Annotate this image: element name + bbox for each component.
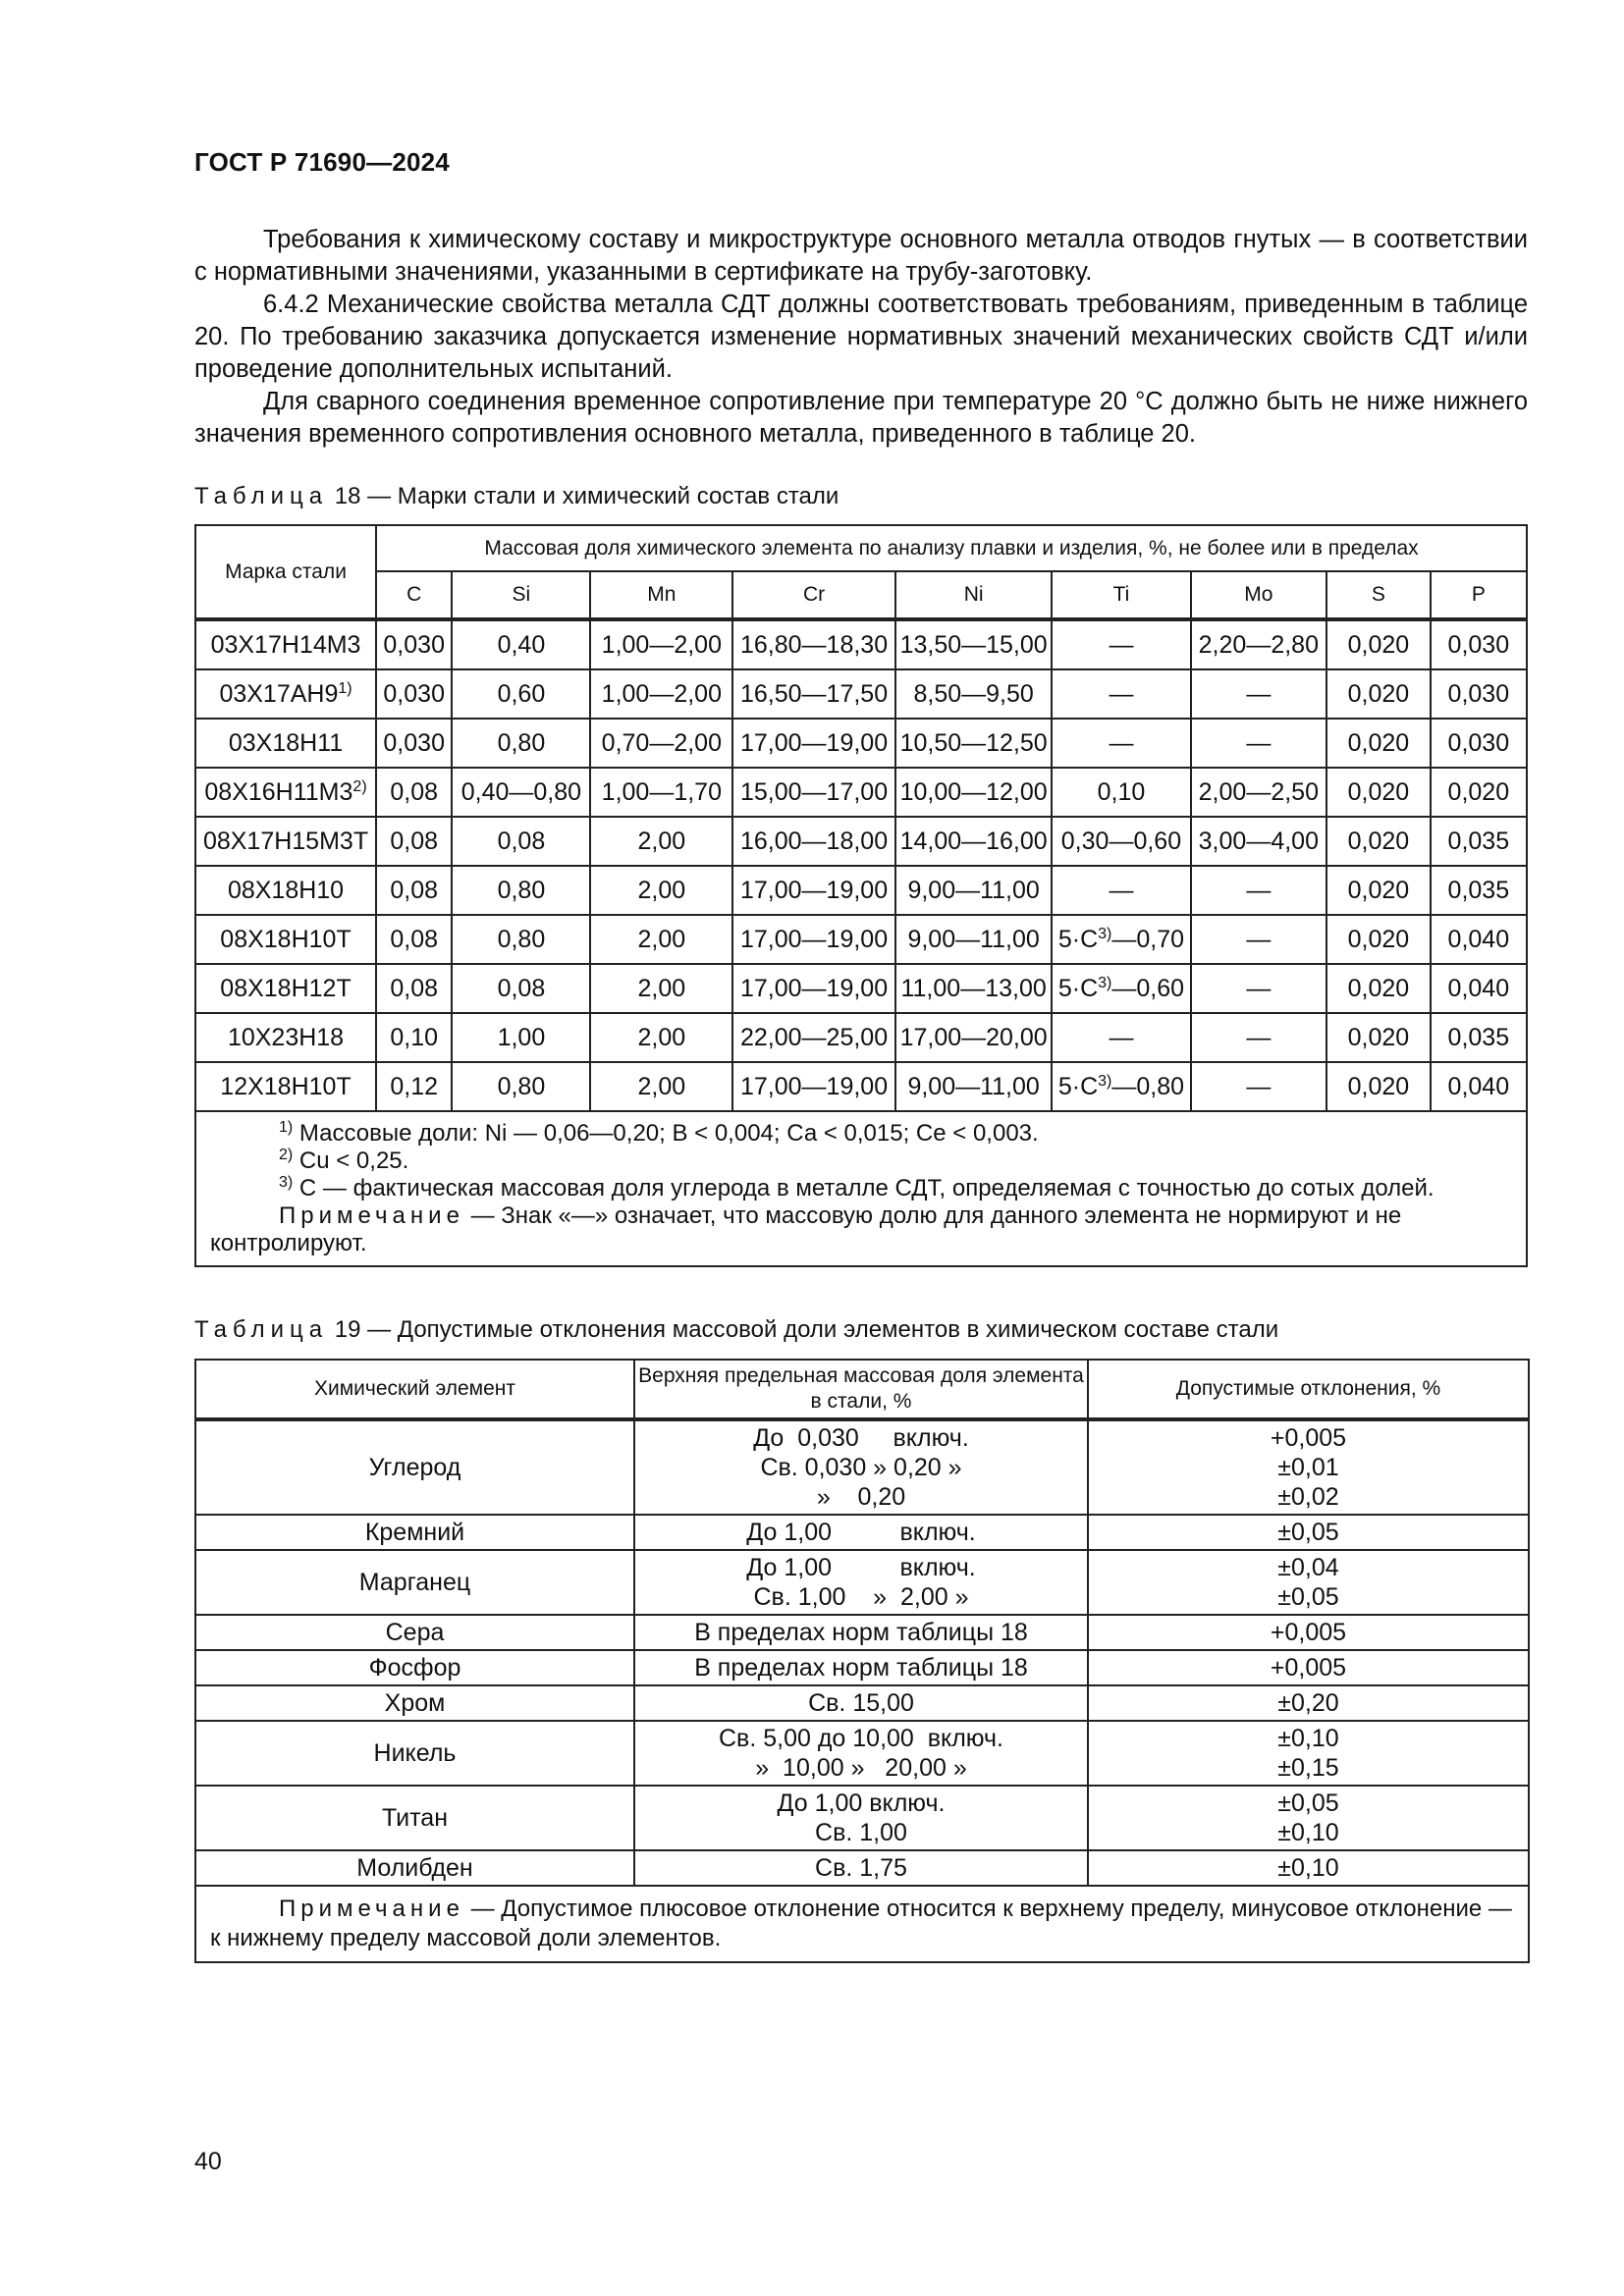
table19-row bbox=[195, 1550, 1529, 1615]
table18-value-cell: — bbox=[1052, 669, 1190, 719]
table18-value-cell: 17,00—20,00 bbox=[895, 1013, 1053, 1062]
table18-value-cell: 0,020 bbox=[1326, 964, 1431, 1013]
steel-grade-cell: 10Х23Н18 bbox=[195, 1013, 376, 1062]
table18-value-cell: 17,00—19,00 bbox=[732, 1062, 895, 1111]
table18-row bbox=[195, 719, 1527, 768]
table18-value-cell: — bbox=[1191, 669, 1327, 719]
table18-value-cell: 0,035 bbox=[1431, 866, 1527, 915]
element-cell: Титан bbox=[195, 1786, 634, 1850]
table18-value-cell: 1,00 bbox=[452, 1013, 590, 1062]
table18-value-cell: — bbox=[1052, 866, 1190, 915]
table18-value-cell: 0,040 bbox=[1431, 915, 1527, 964]
table19-row bbox=[195, 1786, 1529, 1850]
table18-value-cell: 0,020 bbox=[1326, 1062, 1431, 1111]
table18-value-cell: — bbox=[1052, 619, 1190, 669]
table18-value-cell: 17,00—19,00 bbox=[732, 964, 895, 1013]
table18-value-cell: 0,70—2,00 bbox=[590, 719, 732, 768]
table18-footnotes bbox=[195, 1111, 1527, 1266]
table19-row bbox=[195, 1419, 1529, 1515]
table19-header-tolerance: Допустимые отклонения, % bbox=[1088, 1360, 1529, 1419]
table18-element-header: C bbox=[376, 571, 452, 619]
table18 bbox=[194, 524, 1528, 1267]
table18-element-header: Cr bbox=[732, 571, 895, 619]
table18-caption bbox=[194, 483, 839, 510]
table18-value-cell: 0,020 bbox=[1431, 768, 1527, 817]
document-code: ГОСТ Р 71690—2024 bbox=[194, 147, 450, 177]
table18-value-cell: 0,08 bbox=[452, 817, 590, 866]
limit-cell: В пределах норм таблицы 18 bbox=[634, 1650, 1088, 1685]
table18-value-cell: 0,08 bbox=[376, 866, 452, 915]
table18-value-cell: — bbox=[1191, 1013, 1327, 1062]
table18-value-cell: — bbox=[1191, 719, 1327, 768]
table18-value-cell: 13,50—15,00 bbox=[895, 619, 1053, 669]
limit-cell: Св. 15,00 bbox=[634, 1685, 1088, 1721]
table18-value-cell: 8,50—9,50 bbox=[895, 669, 1053, 719]
table18-row bbox=[195, 1013, 1527, 1062]
steel-grade-cell: 08Х18Н10Т bbox=[195, 915, 376, 964]
paragraph-1: Требования к химическому составу и микроструктуре основного металла отводов гнутых — в соответствии с нормативными значениями, указанными в сертификате на трубу-заготовку. bbox=[194, 226, 1528, 286]
table18-value-cell: $5\cdot C^{3)}—0,80$ bbox=[1052, 1062, 1190, 1111]
tolerance-cell: ±0,20 bbox=[1088, 1685, 1529, 1721]
table18-value-cell: 17,00—19,00 bbox=[732, 915, 895, 964]
tolerance-cell: ±0,05 ±0,10 bbox=[1088, 1786, 1529, 1850]
steel-grade-cell: 12Х18Н10Т bbox=[195, 1062, 376, 1111]
table18-value-cell: — bbox=[1191, 964, 1327, 1013]
table19-caption-word: Таблица bbox=[194, 1316, 329, 1343]
table18-value-cell: 0,80 bbox=[452, 719, 590, 768]
table18-caption-title: 18 — Марки стали и химический состав стали bbox=[328, 483, 839, 509]
table18-value-cell: 2,00 bbox=[590, 964, 732, 1013]
table18-value-cell: 0,80 bbox=[452, 915, 590, 964]
limit-cell: До 1,00 включ. Св. 1,00 » 2,00 » bbox=[634, 1550, 1088, 1615]
element-cell: Углерод bbox=[195, 1419, 634, 1515]
table18-row bbox=[195, 964, 1527, 1013]
paragraph-2: 6.4.2 Механические свойства металла СДТ должны соответствовать требованиям, приведенным в таблице 20. По требованию заказчика допускается изменение нормативных значений механических свойств СДТ и/или проведение дополнительных испытаний. bbox=[194, 291, 1528, 383]
tolerance-cell: +0,005 bbox=[1088, 1650, 1529, 1685]
table18-value-cell: 10,00—12,00 bbox=[895, 768, 1053, 817]
steel-grade-cell: 03Х17Н14М3 bbox=[195, 619, 376, 669]
table18-value-cell: 0,020 bbox=[1326, 817, 1431, 866]
table19-caption bbox=[194, 1316, 1278, 1344]
table18-element-header: Mn bbox=[590, 571, 732, 619]
table18-value-cell: 0,020 bbox=[1326, 619, 1431, 669]
table18-value-cell: 0,030 bbox=[376, 619, 452, 669]
table18-value-cell: 16,50—17,50 bbox=[732, 669, 895, 719]
table18-value-cell: $5\cdot C^{3)}—0,70$ bbox=[1052, 915, 1190, 964]
table18-value-cell: 15,00—17,00 bbox=[732, 768, 895, 817]
table18-element-header: S bbox=[1326, 571, 1431, 619]
table18-value-cell: 0,020 bbox=[1326, 669, 1431, 719]
table18-value-cell: 0,035 bbox=[1431, 1013, 1527, 1062]
table18-value-cell: 0,80 bbox=[452, 866, 590, 915]
table18-value-cell: 0,40 bbox=[452, 619, 590, 669]
table18-value-cell: 0,08 bbox=[376, 817, 452, 866]
table18-value-cell: 11,00—13,00 bbox=[895, 964, 1053, 1013]
table18-value-cell: — bbox=[1191, 915, 1327, 964]
table18-header-group: Массовая доля химического элемента по анализу плавки и изделия, %, не более или в пределах bbox=[376, 525, 1527, 571]
element-cell: Сера bbox=[195, 1615, 634, 1650]
table18-value-cell: 0,020 bbox=[1326, 866, 1431, 915]
table18-value-cell: 17,00—19,00 bbox=[732, 719, 895, 768]
table18-value-cell: 2,00 bbox=[590, 915, 732, 964]
table19-header-limit: Верхняя предельная массовая доля элемента в стали, % bbox=[634, 1360, 1088, 1419]
table18-value-cell: 16,80—18,30 bbox=[732, 619, 895, 669]
tolerance-cell: ±0,10 ±0,15 bbox=[1088, 1721, 1529, 1786]
table18-note: Примечание — Знак «—» означает, что массовую долю для данного элемента не нормируют и не контролируют. bbox=[210, 1202, 1402, 1256]
table18-value-cell: 0,08 bbox=[452, 964, 590, 1013]
page-number: 40 bbox=[194, 2148, 222, 2175]
table18-caption-word: Таблица bbox=[194, 483, 329, 509]
table18-value-cell: 0,030 bbox=[376, 719, 452, 768]
table18-value-cell: 0,030 bbox=[1431, 719, 1527, 768]
table18-value-cell: 2,00—2,50 bbox=[1191, 768, 1327, 817]
table18-value-cell: 16,00—18,00 bbox=[732, 817, 895, 866]
table18-value-cell: 0,30—0,60 bbox=[1052, 817, 1190, 866]
table18-value-cell: 17,00—19,00 bbox=[732, 866, 895, 915]
table19-header-element: Химический элемент bbox=[195, 1360, 634, 1419]
table18-value-cell: 0,020 bbox=[1326, 768, 1431, 817]
table18-value-cell: 2,20—2,80 bbox=[1191, 619, 1327, 669]
table18-value-cell: 0,030 bbox=[376, 669, 452, 719]
table18-element-header: Mo bbox=[1191, 571, 1327, 619]
limit-cell: До 0,030 включ. Св. 0,030 » 0,20 » » 0,20 bbox=[634, 1419, 1088, 1515]
table19 bbox=[194, 1359, 1530, 1963]
element-cell: Марганец bbox=[195, 1550, 634, 1615]
table18-value-cell: 0,040 bbox=[1431, 1062, 1527, 1111]
table19-row bbox=[195, 1721, 1529, 1786]
table18-value-cell: 0,10 bbox=[376, 1013, 452, 1062]
steel-grade-cell: 08Х18Н12Т bbox=[195, 964, 376, 1013]
limit-cell: Св. 1,75 bbox=[634, 1850, 1088, 1886]
table18-value-cell: 9,00—11,00 bbox=[895, 915, 1053, 964]
steel-grade-cell: 08Х16Н11М3$^{2)}$ bbox=[195, 768, 376, 817]
table18-header-grade: Марка стали bbox=[195, 525, 376, 619]
table18-element-header: Ni bbox=[895, 571, 1053, 619]
table18-value-cell: $5\cdot C^{3)}—0,60$ bbox=[1052, 964, 1190, 1013]
table18-element-header: Ti bbox=[1052, 571, 1190, 619]
footnote-3: $^{3)}$ С — фактическая массовая доля углерода в металле СДТ, определяемая с точностью до сотых долей. bbox=[279, 1174, 1435, 1201]
table18-value-cell: 1,00—1,70 bbox=[590, 768, 732, 817]
table18-row bbox=[195, 768, 1527, 817]
element-cell: Хром bbox=[195, 1685, 634, 1721]
tolerance-cell: +0,005 ±0,01 ±0,02 bbox=[1088, 1419, 1529, 1515]
table18-value-cell: 9,00—11,00 bbox=[895, 866, 1053, 915]
table18-value-cell: 0,80 bbox=[452, 1062, 590, 1111]
table18-value-cell: 14,00—16,00 bbox=[895, 817, 1053, 866]
table18-value-cell: 2,00 bbox=[590, 1013, 732, 1062]
table18-value-cell: 22,00—25,00 bbox=[732, 1013, 895, 1062]
table18-value-cell: 3,00—4,00 bbox=[1191, 817, 1327, 866]
paragraph-3: Для сварного соединения временное сопротивление при температуре 20 °С должно быть не ниже нижнего значения временного сопротивления основного металла, приведенного в таблице 20. bbox=[194, 388, 1528, 448]
table18-value-cell: 9,00—11,00 bbox=[895, 1062, 1053, 1111]
table18-value-cell: 0,10 bbox=[1052, 768, 1190, 817]
table18-value-cell: 10,50—12,50 bbox=[895, 719, 1053, 768]
table18-value-cell: — bbox=[1191, 1062, 1327, 1111]
table18-value-cell: — bbox=[1052, 1013, 1190, 1062]
table18-row bbox=[195, 817, 1527, 866]
table18-value-cell: 0,035 bbox=[1431, 817, 1527, 866]
table18-row bbox=[195, 915, 1527, 964]
table18-value-cell: 0,12 bbox=[376, 1062, 452, 1111]
table18-value-cell: 0,020 bbox=[1326, 915, 1431, 964]
table18-value-cell: 0,08 bbox=[376, 964, 452, 1013]
table18-value-cell: 2,00 bbox=[590, 817, 732, 866]
table18-value-cell: 0,020 bbox=[1326, 719, 1431, 768]
table18-value-cell: 1,00—2,00 bbox=[590, 619, 732, 669]
footnote-1: $^{1)}$ Массовые доли: Ni — 0,06—0,20; В < 0,004; Са < 0,015; Се < 0,003. bbox=[279, 1119, 1039, 1147]
table18-row bbox=[195, 669, 1527, 719]
table18-row bbox=[195, 1062, 1527, 1111]
element-cell: Кремний bbox=[195, 1515, 634, 1550]
body-text bbox=[194, 224, 1528, 451]
footnote-2: $^{2)}$ Cu < 0,25. bbox=[279, 1147, 409, 1174]
table18-element-header: P bbox=[1431, 571, 1527, 619]
element-cell: Никель bbox=[195, 1721, 634, 1786]
table18-element-header: Si bbox=[452, 571, 590, 619]
limit-cell: До 1,00 включ. Св. 1,00 bbox=[634, 1786, 1088, 1850]
limit-cell: Св. 5,00 до 10,00 включ. » 10,00 » 20,00 » bbox=[634, 1721, 1088, 1786]
steel-grade-cell: 03Х18Н11 bbox=[195, 719, 376, 768]
tolerance-cell: ±0,04 ±0,05 bbox=[1088, 1550, 1529, 1615]
table18-value-cell: 2,00 bbox=[590, 1062, 732, 1111]
steel-grade-cell: 08Х18Н10 bbox=[195, 866, 376, 915]
tolerance-cell: +0,005 bbox=[1088, 1615, 1529, 1650]
limit-cell: В пределах норм таблицы 18 bbox=[634, 1615, 1088, 1650]
table18-value-cell: — bbox=[1191, 866, 1327, 915]
tolerance-cell: ±0,10 bbox=[1088, 1850, 1529, 1886]
element-cell: Молибден bbox=[195, 1850, 634, 1886]
table19-caption-title: 19 — Допустимые отклонения массовой доли элементов в химическом составе стали bbox=[328, 1316, 1279, 1343]
table18-value-cell: 0,020 bbox=[1326, 1013, 1431, 1062]
table19-row bbox=[195, 1515, 1529, 1550]
table19-row bbox=[195, 1650, 1529, 1685]
table18-value-cell: 2,00 bbox=[590, 866, 732, 915]
table18-value-cell: 0,60 bbox=[452, 669, 590, 719]
table18-value-cell: 0,08 bbox=[376, 915, 452, 964]
limit-cell: До 1,00 включ. bbox=[634, 1515, 1088, 1550]
element-cell: Фосфор bbox=[195, 1650, 634, 1685]
table18-value-cell: 0,040 bbox=[1431, 964, 1527, 1013]
table19-row bbox=[195, 1615, 1529, 1650]
table19-row bbox=[195, 1850, 1529, 1886]
table18-value-cell: — bbox=[1052, 719, 1190, 768]
tolerance-cell: ±0,05 bbox=[1088, 1515, 1529, 1550]
table18-value-cell: 0,030 bbox=[1431, 669, 1527, 719]
table19-note: Примечание — Допустимое плюсовое отклонение относится к верхнему пределу, минусовое отклонение — к нижнему пределу массовой доли элементов. bbox=[195, 1886, 1529, 1962]
steel-grade-cell: 08Х17Н15М3Т bbox=[195, 817, 376, 866]
table18-row bbox=[195, 619, 1527, 669]
table18-value-cell: 0,030 bbox=[1431, 619, 1527, 669]
table19-row bbox=[195, 1685, 1529, 1721]
table18-value-cell: 1,00—2,00 bbox=[590, 669, 732, 719]
table18-row bbox=[195, 866, 1527, 915]
table18-value-cell: 0,08 bbox=[376, 768, 452, 817]
steel-grade-cell: 03Х17АН9$^{1)}$ bbox=[195, 669, 376, 719]
table18-value-cell: 0,40—0,80 bbox=[452, 768, 590, 817]
